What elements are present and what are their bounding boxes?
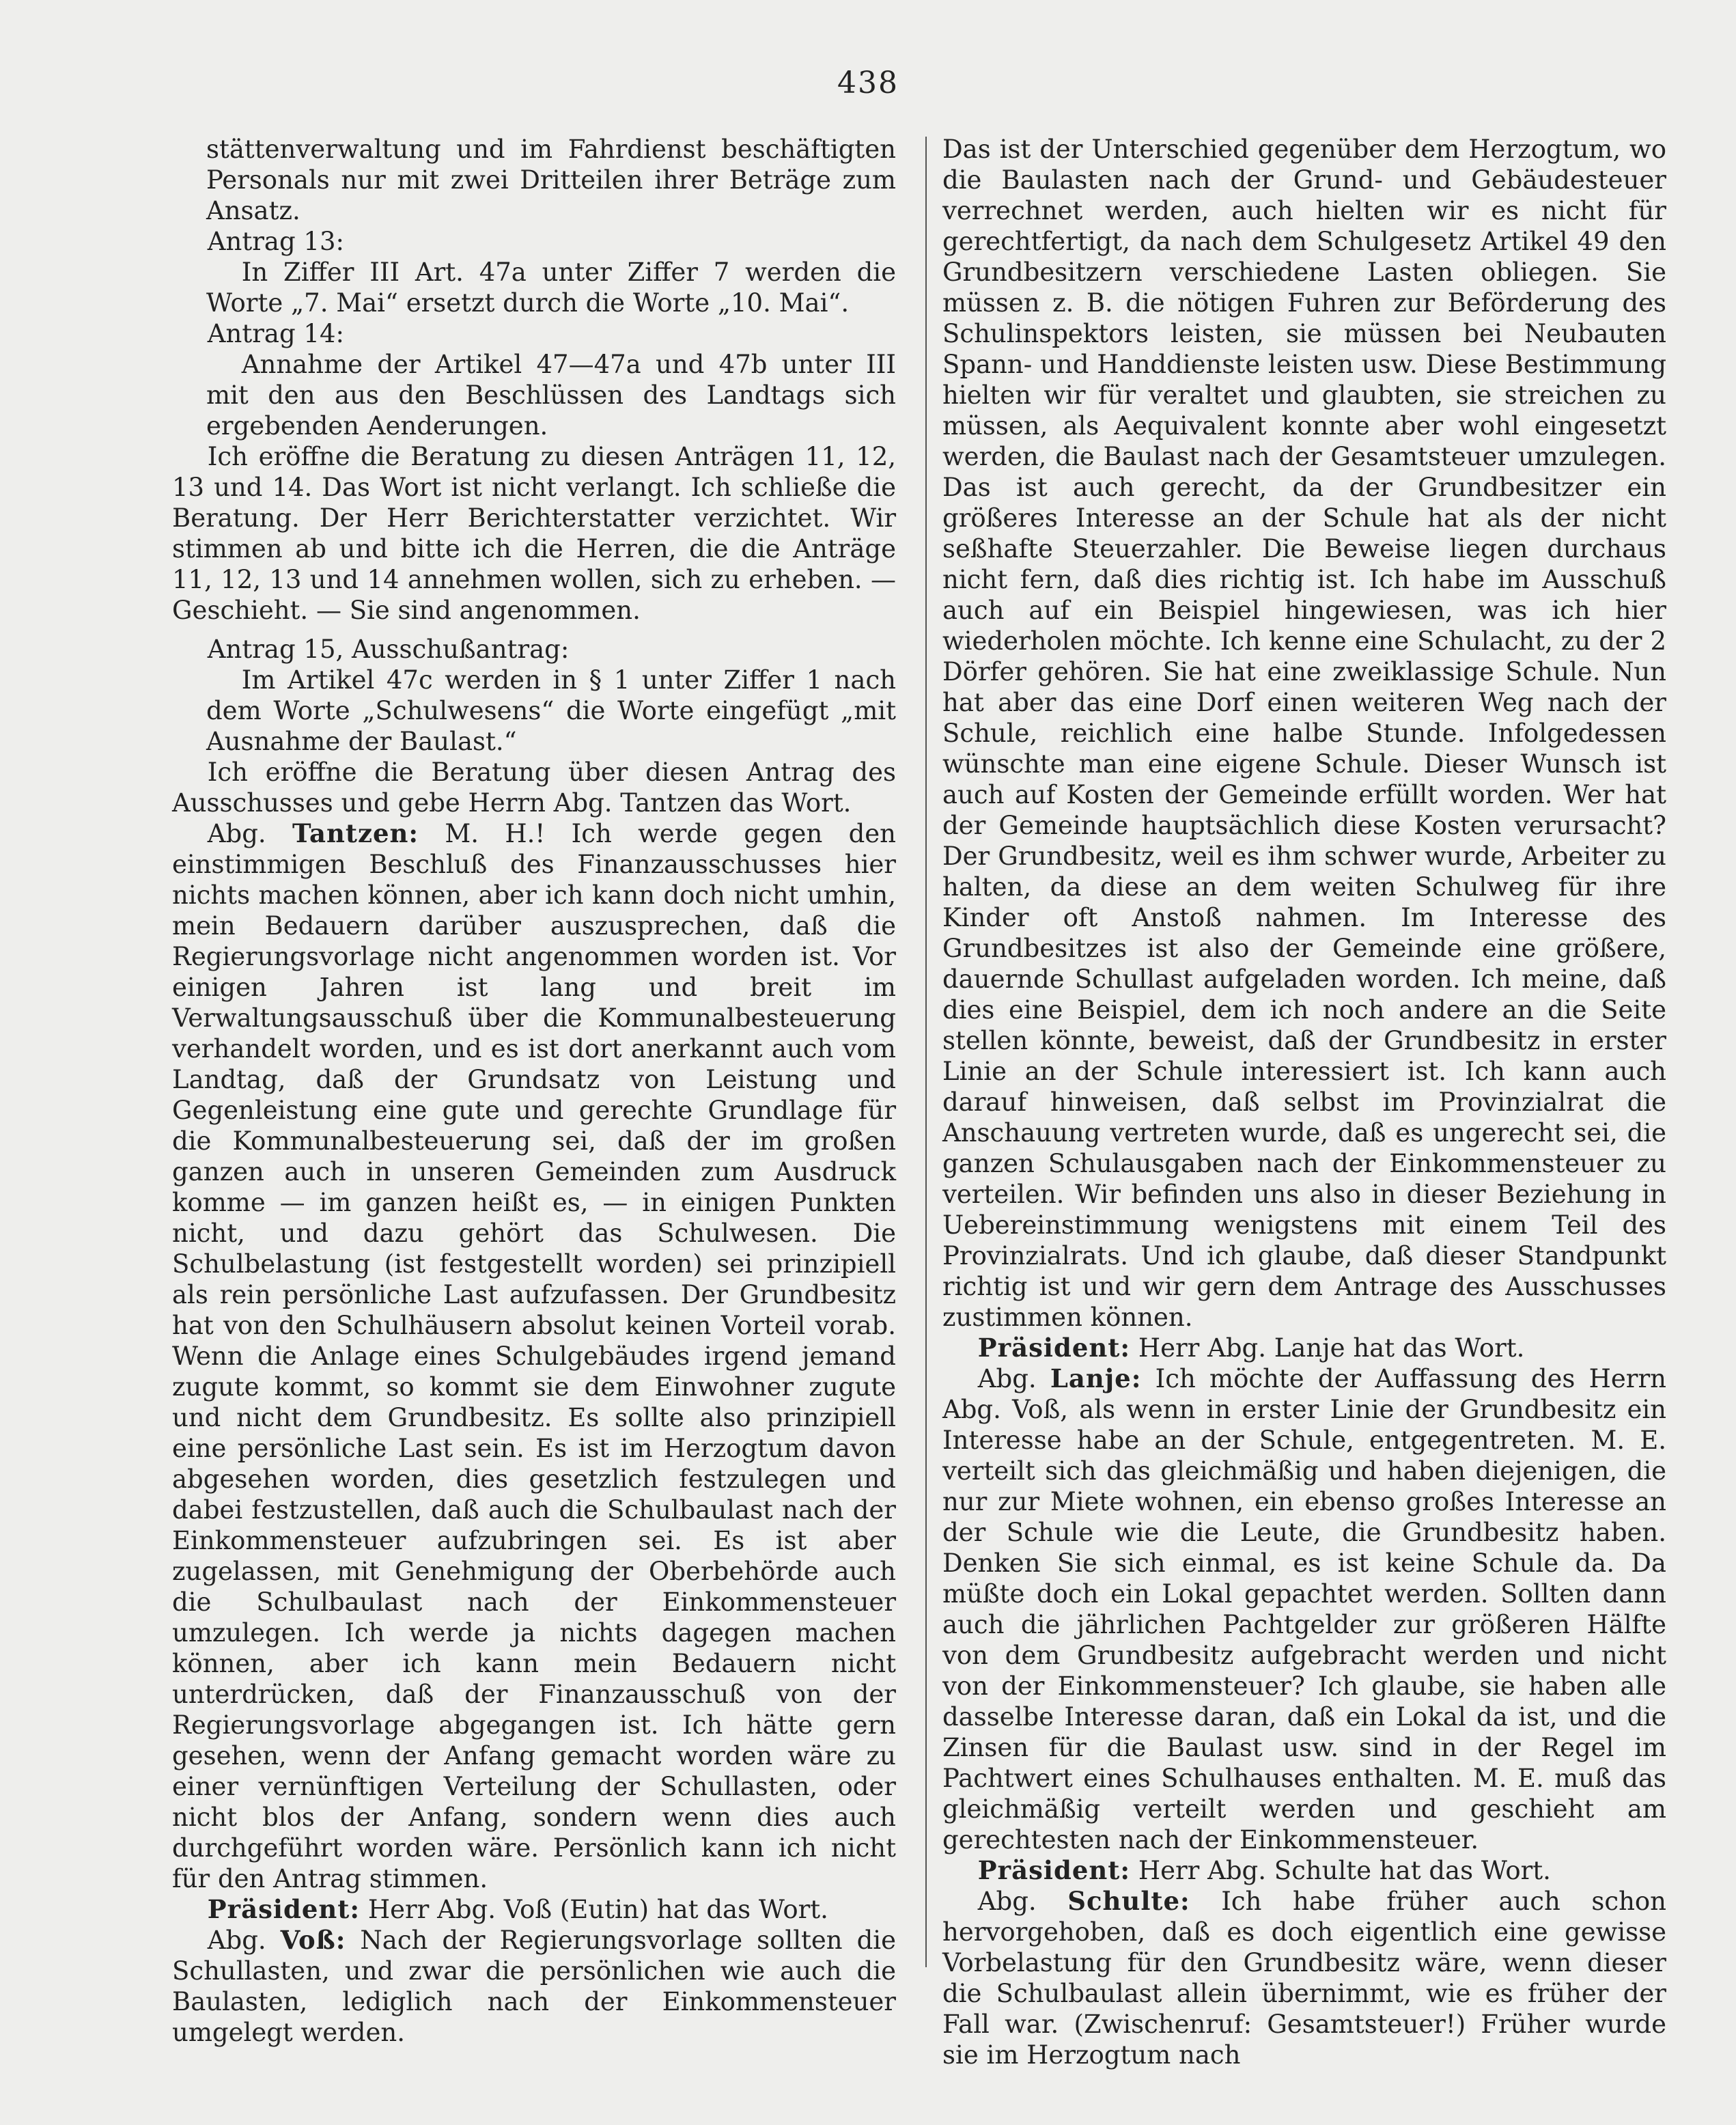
speech-voss-continued: Das ist der Unterschied gegenüber dem Herzogtum, wo die Baulasten nach der Grund- und Gebäudesteuer verrechnet werden, auch hielten wir es nicht für gerechtfertigt, da nach dem Schulgesetz Artikel 49 den Grundbesitzern verschiedene Lasten obliegen. Sie müssen z. B. die nötigen Fuhren zur Beförderung des Schulinspektors leisten, sie müssen bei Neubauten Spann- und Handdienste leisten usw. Diese Bestimmung hielten wir für veraltet und glaubten, sie streichen zu müssen, als Aequivalent konnte aber wohl eingesetzt werden, die Baulast nach der Gesamtsteuer umzulegen. Das ist auch gerecht, da der Grundbesitzer ein größeres Interesse an der Schule hat als der nicht seßhafte Steuerzahler. Die Beweise liegen durchaus nicht fern, daß dies richtig ist. Ich habe im Ausschuß auch auf ein Beispiel hingewiesen, was ich hier wiederholen möchte. Ich kenne eine Schulacht, zu der 2 Dörfer gehören. Sie hat eine zweiklassige Schule. Nun hat aber das eine Dorf einen weiteren Weg nach der Schule, reichlich eine halbe Stunde. Infolgedessen wünschte man eine eigene Schule. Dieser Wunsch ist auch auf Kosten der Gemeinde erfüllt worden. Wer hat der Gemeinde hauptsächlich diese Kosten verursacht? Der Grundbesitz, weil es ihm schwer wurde, Arbeiter zu halten, da diese an dem weiten Schulweg für ihre Kinder oft Anstoß nahmen. Im Interesse des Grundbesitzes ist also der Gemeinde eine größere, dauernde Schullast aufgeladen worden. Ich meine, daß dies eine Beispiel, dem ich noch andere an die Seite stellen könnte, beweist, daß der Grundbesitz in erster Linie an der Schule interessiert ist. Ich kann auch darauf hinweisen, daß selbst im Provinzialrat die Anschauung vertreten wurde, daß es ungerecht sei, die ganzen Schulausgaben nach der Einkommensteuer zu verteilen. Wir befinden uns also in dieser Beziehung in Uebereinstimmung wenigstens mit einem Teil des Provinzialrats. Und ich glaube, daß dieser Standpunkt richtig ist und wir gern dem Antrage des Ausschusses zustimmen können. <box>942 135 1666 1332</box>
president-line-2 <box>942 1333 1666 1363</box>
speech-tantzen <box>172 818 896 1894</box>
left-column <box>172 134 896 2048</box>
president-text-3: Herr Abg. Schulte hat das Wort. <box>1138 1856 1551 1885</box>
speech-text-voss: Nach der Regierungsvorlage sollten die Schullasten, und zwar die persönlichen wie auch die Baulasten, lediglich nach der Einkommensteuer umgelegt werden. <box>172 1926 897 2047</box>
speech-text-tantzen: M. H.! Ich werde gegen den einstimmigen Beschluß des Finanzausschusses hier nichts machen können, aber ich kann doch nicht umhin, mein Bedauern darüber auszusprechen, daß die Regierungsvorlage nicht angenommen worden ist. Vor einigen Jahren ist lang und breit im Verwaltungsausschuß über die Kommunalbesteuerung verhandelt worden, und es ist dort anerkannt auch vom Landtag, daß der Grundsatz von Leistung und Gegenleistung eine gute und gerechte Grundlage für die Kommunalbesteuerung sei, daß der im großen ganzen auch in unseren Gemeinden zum Ausdruck komme — im ganzen heißt es, — in einigen Punkten nicht, und dazu gehört das Schulwesen. Die Schulbelastung (ist festgestellt worden) sei prinzipiell als rein persönliche Last aufzufassen. Der Grundbesitz hat von den Schulhäusern absolut keinen Vorteil vorab. Wenn die Anlage eines Schulgebäudes irgend jemand zugute kommt, so kommt sie dem Einwohner zugute und nicht dem Grundbesitz. Es sollte also prinzipiell eine persönliche Last sein. Es ist im Herzogtum davon abgesehen worden, dies gesetzlich festzulegen und dabei festzustellen, daß auch die Schulbaulast nach der Einkommensteuer aufzubringen sei. Es ist aber zugelassen, mit Genehmigung der Oberbehörde auch die Schulbaulast nach der Einkommensteuer umzulegen. Ich werde ja nichts dagegen machen können, aber ich kann mein Bedauern nicht unterdrücken, daß der Finanzausschuß von der Regierungsvorlage abgegangen ist. Ich hätte gern gesehen, wenn der Anfang gemacht worden wäre zu einer vernünftigen Verteilung der Schullasten, oder nicht blos der Anfang, sondern wenn dies auch durchgeführt worden wäre. Persönlich kann ich nicht für den Antrag stimmen. <box>172 819 897 1893</box>
right-column <box>942 134 1666 2070</box>
antrag-14-text: Annahme der Artikel 47—47a und 47b unter III mit den aus den Beschlüssen des Landtags sich ergebenden Aenderungen. <box>206 350 896 441</box>
speaker-name-voss: Voß: <box>280 1925 346 1955</box>
president-text-2: Herr Abg. Lanje hat das Wort. <box>1138 1333 1525 1363</box>
antrag-15-label: Antrag 15, Ausschußantrag: <box>207 635 570 664</box>
speaker-prefix: Abg. <box>207 1926 266 1955</box>
speech-text-schulte: Ich habe früher auch schon hervorgehoben, daß es doch eigentlich eine gewisse Vorbelastung für den Grundbesitz wäre, wenn dieser die Schulbaulast allein übernimmt, wie es früher der Fall war. (Zwischenruf: Gesamtsteuer!) Früher wurde sie im Herzogtum nach <box>942 1887 1667 2070</box>
paragraph-beratung: Ich eröffne die Beratung zu diesen Anträgen 11, 12, 13 und 14. Das Wort ist nicht verlangt. Ich schließe die Beratung. Der Herr Berichterstatter verzichtet. Wir stimmen ab und bitte ich die Herren, die die Anträge 11, 12, 13 und 14 annehmen wollen, sich zu erheben. — Geschieht. — Sie sind angenommen. <box>172 442 896 625</box>
antrag-13-text: In Ziffer III Art. 47a unter Ziffer 7 werden die Worte „7. Mai“ ersetzt durch die Worte „10. Mai“. <box>206 258 896 318</box>
antrag-15-text: Im Artikel 47c werden in § 1 unter Ziffer 1 nach dem Worte „Schulwesens“ die Worte eingefügt „mit Ausnahme der Baulast.“ <box>206 665 896 756</box>
speech-schulte <box>942 1886 1666 2070</box>
antrag-13-label: Antrag 13: <box>207 227 344 256</box>
paragraph-eroeffne: Ich eröffne die Beratung über diesen Antrag des Ausschusses und gebe Herrn Abg. Tantzen das Wort. <box>172 758 896 818</box>
speech-text-lanje: Ich möchte der Auffassung des Herrn Abg. Voß, als wenn in erster Linie der Grundbesitz ein Interesse habe an der Schule, entgegentreten. M. E. verteilt sich das gleichmäßig und haben diejenigen, die nur zur Miete wohnen, ein ebenso großes Interesse an der Schule wie die Leute, die Grundbesitz haben. Denken Sie sich einmal, es ist keine Schule da. Da müßte doch ein Lokal gepachtet werden. Sollten dann auch die jährlichen Pachtgelder zur größeren Hälfte von dem Grundbesitz aufgebracht werden und nicht von der Einkommensteuer? Ich glaube, sie haben alle dasselbe Interesse daran, daß ein Lokal da ist, und die Zinsen für die Baulast usw. sind in der Regel im Pachtwert eines Schulhauses enthalten. M. E. muß das gleichmäßig verteilt werden und geschieht am gerechtesten nach der Einkommensteuer. <box>942 1364 1667 1855</box>
speaker-prefix: Abg. <box>207 819 266 848</box>
paragraph-continuation: stättenverwaltung und im Fahrdienst beschäftigten Personals nur mit zwei Dritteilen ihrer Beträge zum Ansatz. <box>206 135 896 225</box>
speaker-name-praesident: Präsident: <box>977 1855 1131 1885</box>
speaker-name-praesident: Präsident: <box>207 1894 361 1924</box>
speech-voss <box>172 1925 896 2048</box>
speaker-name-schulte: Schulte: <box>1067 1886 1190 1916</box>
column-divider <box>925 137 927 1967</box>
president-text-1: Herr Abg. Voß (Eutin) hat das Wort. <box>367 1895 828 1924</box>
speech-lanje <box>942 1363 1666 1855</box>
speaker-prefix: Abg. <box>977 1364 1037 1393</box>
speaker-name-praesident: Präsident: <box>977 1333 1131 1363</box>
speaker-name-tantzen: Tantzen: <box>292 818 419 848</box>
president-line-1 <box>172 1894 896 1925</box>
antrag-14-label: Antrag 14: <box>207 319 344 348</box>
speaker-name-lanje: Lanje: <box>1050 1363 1142 1393</box>
president-line-3 <box>942 1855 1666 1886</box>
page-number: 438 <box>837 66 899 100</box>
speaker-prefix: Abg. <box>977 1887 1037 1916</box>
